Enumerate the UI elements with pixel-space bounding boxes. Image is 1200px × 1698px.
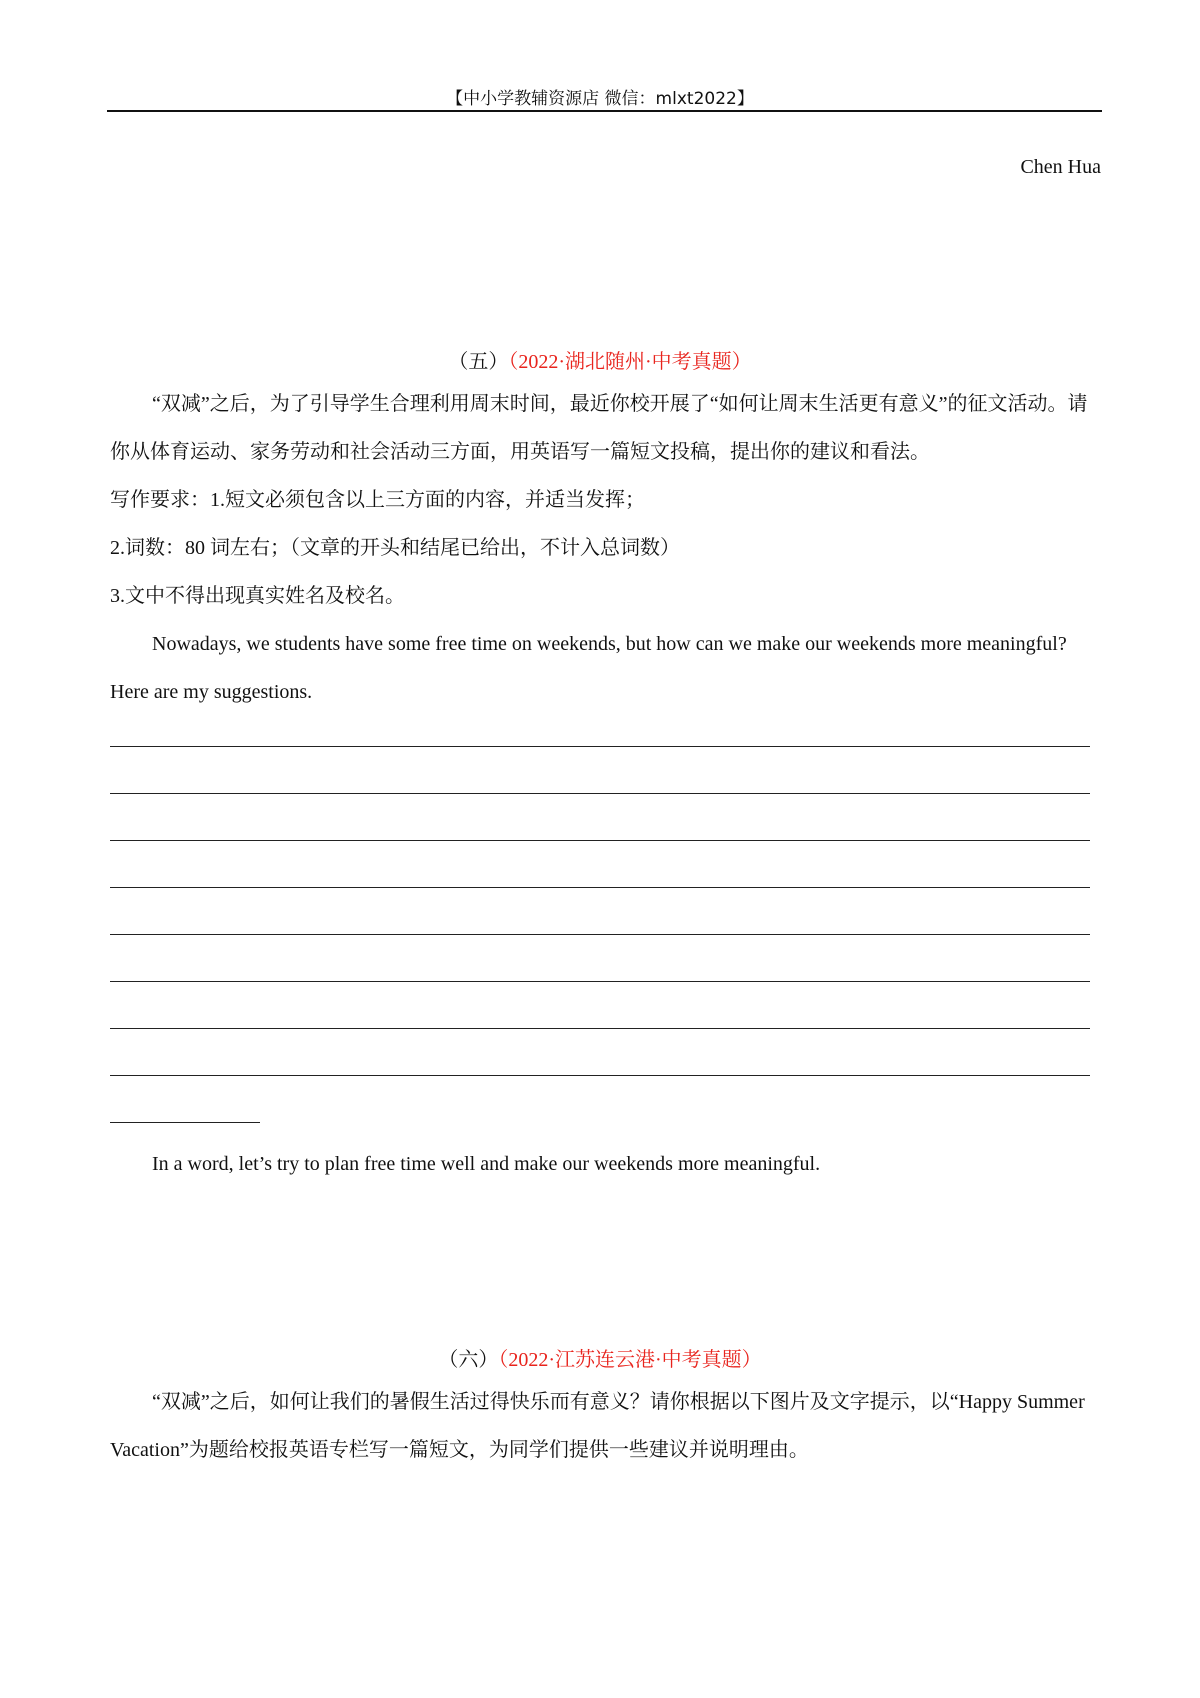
- page-header: 【中小学教辅资源店 微信：mlxt2022】: [446, 89, 754, 109]
- section6-source: （2022·江苏连云港·中考真题）: [498, 1349, 762, 1371]
- writing-line: [110, 840, 1090, 841]
- section6-number: （六）: [438, 1349, 499, 1371]
- section5-title: [0, 345, 1200, 374]
- section5-number: （五）: [448, 351, 509, 373]
- writing-line: [110, 934, 1090, 935]
- writing-line: [110, 793, 1090, 794]
- writing-line: [110, 887, 1090, 888]
- section6-title: [0, 1343, 1200, 1372]
- section5-opening: Nowadays, we students have some free time on weekends, but how can we make our weekends more meaningful? Here are my suggestions.: [110, 633, 1067, 703]
- writing-line: [110, 1075, 1090, 1076]
- header-divider: [107, 110, 1102, 112]
- section6-prompt: “双减”之后，如何让我们的暑假生活过得快乐而有意义？请你根据以下图片及文字提示，以“Happy Summer Vacation”为题给校报英语专栏写一篇短文，为同学们提供一些建议并说明理由。: [110, 1391, 1085, 1461]
- writing-line-short: [110, 1122, 260, 1123]
- section5-requirement-2: 2.词数：80 词左右；（文章的开头和结尾已给出，不计入总词数）: [110, 537, 680, 559]
- signature: Chen Hua: [1020, 156, 1101, 178]
- section5-requirement-1: 写作要求：1.短文必须包含以上三方面的内容，并适当发挥；: [110, 489, 645, 511]
- writing-line: [110, 746, 1090, 747]
- section5-prompt: “双减”之后，为了引导学生合理利用周末时间，最近你校开展了“如何让周末生活更有意义”的征文活动。请你从体育运动、家务劳动和社会活动三方面，用英语写一篇短文投稿，提出你的建议和看法。: [110, 393, 1088, 463]
- writing-line: [110, 1028, 1090, 1029]
- section5-source: （2022·湖北随州·中考真题）: [508, 351, 752, 373]
- writing-line: [110, 981, 1090, 982]
- section5-requirement-3: 3.文中不得出现真实姓名及校名。: [110, 585, 405, 607]
- section5-closing: In a word, let’s try to plan free time well and make our weekends more meaningful.: [152, 1153, 821, 1175]
